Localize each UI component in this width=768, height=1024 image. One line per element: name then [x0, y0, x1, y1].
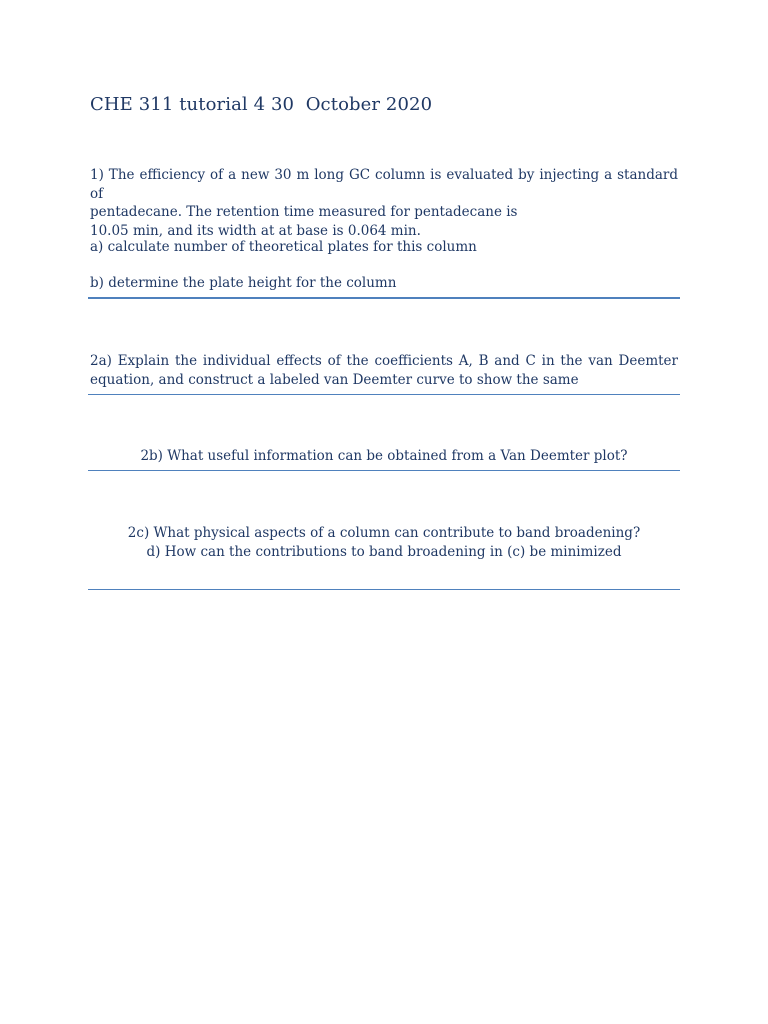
question-2a-line-1: 2a) Explain the individual effects of the coefficients A, B and C in the van Deemter [90, 353, 678, 369]
page-title: CHE 311 tutorial 4 30 October 2020 [90, 94, 433, 115]
question-2c-2d [90, 524, 678, 561]
question-1-part-b: b) determine the plate height for the column [90, 275, 397, 291]
divider-line [88, 297, 680, 299]
question-2d: d) How can the contributions to band broadening in (c) be minimized [146, 543, 622, 560]
question-1-part-a: a) calculate number of theoretical plates for this column [90, 239, 477, 255]
question-2b: 2b) What useful information can be obtained from a Van Deemter plot? [140, 448, 628, 464]
question-1-line-1: 1) The efficiency of a new 30 m long GC column is evaluated by injecting a standard of [90, 167, 678, 202]
question-1-line-3: 10.05 min, and its width at at base is 0.064 min. [90, 222, 421, 239]
divider-line [88, 470, 680, 471]
question-2c: 2c) What physical aspects of a column can contribute to band broadening? [127, 525, 641, 541]
question-2a-line-2: equation, and construct a labeled van Deemter curve to show the same [90, 371, 579, 388]
question-1-line-2: pentadecane. The retention time measured for pentadecane is [90, 204, 518, 220]
question-1 [90, 166, 678, 240]
question-2a [90, 352, 678, 389]
divider-line [88, 589, 680, 590]
divider-line [88, 394, 680, 395]
